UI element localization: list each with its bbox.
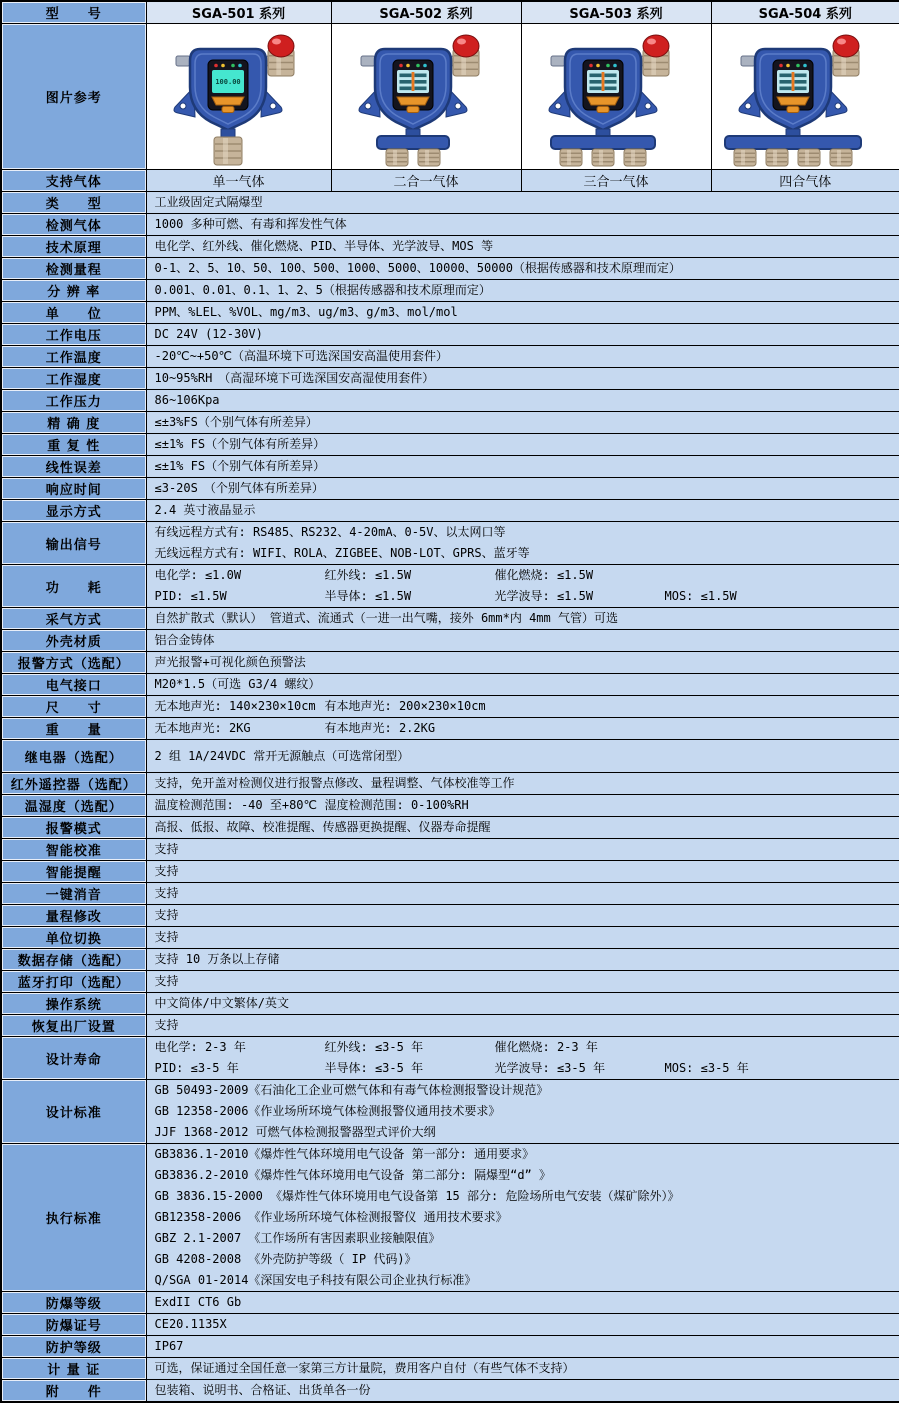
spec-value-segment: 电化学: 2-3 年 [154,1040,246,1054]
spec-label: 工作压力 [1,390,146,412]
spec-row [1,949,899,971]
spec-value-line: 支持 [154,886,179,900]
spec-value-line [155,1058,892,1079]
spec-label: 输出信号 [1,522,146,565]
spec-row [1,674,899,696]
gas-sensor [766,149,788,166]
header-row [1,1,899,24]
product-image-cell-SGA-501 [146,24,331,170]
spec-value-line: 2.4 英寸液晶显示 [154,503,256,517]
spec-label: 操作系统 [1,993,146,1015]
spec-value-line: 支持 [154,1018,179,1032]
spec-value-line: ExdII CT6 Gb [154,1295,242,1309]
spec-label: 重 复 性 [1,434,146,456]
spec-label: 采气方式 [1,608,146,630]
spec-row [1,1314,899,1336]
spec-value-segment: 半导体: ≤3-5 年 [324,1061,424,1075]
spec-label: 执行标准 [1,1144,146,1292]
spec-row [1,456,899,478]
spec-value [146,522,899,565]
spec-value-line: 声光报警+可视化颜色预警法 [154,655,306,669]
spec-row [1,1292,899,1314]
spec-value-line: 可选，保证通过全国任意一家第三方计量院，费用客户自付（有些气体不支持） [154,1361,575,1375]
spec-label: 红外遥控器（选配） [1,773,146,795]
spec-value-line [155,1037,892,1058]
spec-value-line: GBZ 2.1-2007 《工作场所有害因素职业接触限值》 [154,1231,441,1245]
device-image-SGA-502 [333,27,519,167]
spec-value-line: 工业级固定式隔爆型 [154,195,263,209]
spec-value [146,1336,899,1358]
alarm-beacon-icon [833,35,859,76]
spec-row [1,280,899,302]
spec-label: 响应时间 [1,478,146,500]
spec-value [146,346,899,368]
spec-label: 设计标准 [1,1080,146,1144]
spec-label: 量程修改 [1,905,146,927]
alarm-beacon-icon [643,35,669,76]
spec-label: 防爆等级 [1,1292,146,1314]
spec-value [146,718,899,740]
gas-sensor [798,149,820,166]
spec-label: 防护等级 [1,1336,146,1358]
spec-value [146,324,899,346]
spec-value-line: ≤±1% FS（个别气体有所差异） [154,437,326,451]
spec-value [146,236,899,258]
spec-value-line: ≤±1% FS（个别气体有所差异） [154,459,326,473]
spec-value [146,1292,899,1314]
spec-value-segment: 红外线: ≤3-5 年 [324,1040,424,1054]
spec-value [146,740,899,773]
svg-text:100.00: 100.00 [214,77,241,86]
spec-value [146,949,899,971]
image-row [1,24,899,170]
gas-sensor [592,149,614,166]
spec-value-line: IP67 [154,1339,184,1353]
spec-value-line [155,696,892,717]
spec-label: 温湿度（选配） [1,795,146,817]
spec-value-line: GB3836.2-2010《爆炸性气体环境用电气设备 第二部分: 隔爆型“d” 》 [154,1168,551,1182]
spec-row [1,1037,899,1080]
spec-row [1,434,899,456]
supported-gas-2: 二合一气体 [331,170,521,192]
spec-value-line: 无线远程方式有: WIFI、ROLA、ZIGBEE、NOB-LOT、GPRS、蓝牙等 [154,546,530,560]
spec-value [146,1144,899,1292]
spec-value-line: GB 12358-2006《作业场所环境气体检测报警仪通用技术要求》 [154,1104,501,1118]
spec-value-line [155,718,892,739]
spec-value-line: 支持，免开盖对检测仪进行报警点修改、量程调整、气体校准等工作 [154,776,515,790]
model-header-4: SGA-504 系列 [711,1,899,24]
spec-label: 单 位 [1,302,146,324]
spec-row [1,390,899,412]
sensor-manifold [725,136,861,149]
spec-row [1,795,899,817]
spec-row [1,346,899,368]
spec-row [1,817,899,839]
spec-value-line [155,795,892,816]
spec-row [1,608,899,630]
spec-value-line: 高报、低报、故障、校准提醒、传感器更换提醒、仪器寿命提醒 [154,820,491,834]
spec-value [146,456,899,478]
spec-label: 蓝牙打印（选配） [1,971,146,993]
spec-value [146,696,899,718]
spec-value [146,280,899,302]
spec-label: 一键消音 [1,883,146,905]
spec-value-line [155,565,892,586]
spec-row [1,478,899,500]
spec-label: 功 耗 [1,565,146,608]
model-header-3: SGA-503 系列 [521,1,711,24]
spec-value-segment: 光学波导: ≤1.5W [494,589,594,603]
spec-value-segment: 无本地声光: 2KG [154,721,251,735]
spec-value-line: 1000 多种可燃、有毒和挥发性气体 [154,217,347,231]
spec-value-line: 自然扩散式（默认） 管道式、流通式（一进一出气嘴，接外 6mm*内 4mm 气管）可选 [154,611,618,625]
spec-row [1,1080,899,1144]
spec-value [146,905,899,927]
supported-gas-3: 三合一气体 [521,170,711,192]
spec-row [1,630,899,652]
spec-row [1,1336,899,1358]
spec-row [1,905,899,927]
spec-value-line: ≤3-20S （个别气体有所差异） [154,481,324,495]
spec-value [146,1380,899,1403]
spec-row [1,236,899,258]
spec-value-segment: 有本地声光: 200×230×10cm [324,699,486,713]
gas-sensor [560,149,582,166]
spec-value [146,1080,899,1144]
sensor-manifold [551,136,655,149]
spec-row [1,500,899,522]
spec-value-segment: 有本地声光: 2.2KG [324,721,436,735]
spec-label: 设计寿命 [1,1037,146,1080]
spec-value [146,927,899,949]
spec-value [146,993,899,1015]
spec-label: 恢复出厂设置 [1,1015,146,1037]
spec-value-line: 包装箱、说明书、合格证、出货单各一份 [154,1383,371,1397]
spec-value-segment: 电化学: ≤1.0W [154,568,242,582]
device-image-SGA-504 [713,27,899,167]
spec-value [146,500,899,522]
spec-row [1,971,899,993]
spec-value-line: 支持 [154,974,179,988]
spec-value-line: 有线远程方式有: RS485、RS232、4-20mA、0-5V、以太网口等 [154,525,506,539]
spec-row [1,324,899,346]
gas-row [1,170,899,192]
product-image-cell-SGA-502 [331,24,521,170]
spec-value [146,608,899,630]
spec-value-line: DC 24V (12-30V) [154,327,263,341]
spec-value [146,192,899,214]
spec-value-segment: 光学波导: ≤3-5 年 [494,1061,606,1075]
spec-label: 附 件 [1,1380,146,1403]
spec-value [146,302,899,324]
spec-label: 检测量程 [1,258,146,280]
spec-value-line: 支持 [154,842,179,856]
spec-value [146,795,899,817]
spec-label: 防爆证号 [1,1314,146,1336]
mount-stub-icon [176,56,190,66]
gas-sensor [214,137,242,165]
gas-sensor [830,149,852,166]
spec-value-line: 铝合金铸体 [154,633,215,647]
gas-sensor [418,149,440,166]
spec-value-segment: 红外线: ≤1.5W [324,568,412,582]
spec-row [1,861,899,883]
sensor-manifold [377,136,449,149]
spec-row [1,773,899,795]
spec-value [146,478,899,500]
spec-row [1,839,899,861]
spec-label: 显示方式 [1,500,146,522]
spec-row [1,696,899,718]
spec-value-line: GB3836.1-2010《爆炸性气体环境用电气设备 第一部分: 通用要求》 [154,1147,535,1161]
spec-label: 线性误差 [1,456,146,478]
spec-value-line: 支持 [154,864,179,878]
gas-sensor [386,149,408,166]
spec-value-line [155,586,892,607]
spec-value-line: ≤±3%FS（个别气体有所差异） [154,415,318,429]
alarm-beacon-icon [268,35,294,76]
spec-row [1,302,899,324]
spec-value-segment: 湿度检测范围: 0-100%RH [324,798,469,812]
spec-value [146,390,899,412]
spec-label: 工作温度 [1,346,146,368]
spec-row [1,412,899,434]
spec-value [146,1015,899,1037]
spec-value-line: 10~95%RH （高湿环境下可选深国安高湿使用套件） [154,371,435,385]
spec-label: 精 确 度 [1,412,146,434]
gas-sensor [624,149,646,166]
spec-value [146,565,899,608]
spec-value-line: GB 3836.15-2000 《爆炸性气体环境用电气设备第 15 部分: 危险场所电气安装（煤矿除外）》 [154,1189,680,1203]
mount-stub-icon [361,56,375,66]
spec-label: 智能校准 [1,839,146,861]
spec-row [1,1144,899,1292]
supported-gas-4: 四合气体 [711,170,899,192]
spec-label: 电气接口 [1,674,146,696]
spec-value-segment: PID: ≤1.5W [154,589,227,603]
spec-label: 继电器（选配） [1,740,146,773]
spec-value-segment: 无本地声光: 140×230×10cm [154,699,316,713]
spec-row [1,883,899,905]
spec-value [146,434,899,456]
spec-label: 智能提醒 [1,861,146,883]
spec-value [146,883,899,905]
spec-row [1,214,899,236]
spec-value-segment: 催化燃烧: 2-3 年 [494,1040,598,1054]
spec-value [146,817,899,839]
alarm-beacon-icon [453,35,479,76]
spec-value-line: PPM、%LEL、%VOL、mg/m3、ug/m3、g/m3、mol/mol [154,305,458,319]
model-header-1: SGA-501 系列 [146,1,331,24]
spec-row [1,1380,899,1403]
spec-value [146,258,899,280]
spec-label: 检测气体 [1,214,146,236]
spec-value [146,1314,899,1336]
spec-value [146,971,899,993]
spec-value-line: JJF 1368-2012 可燃气体检测报警器型式评价大纲 [154,1125,436,1139]
spec-row [1,718,899,740]
spec-value [146,773,899,795]
spec-label: 尺 寸 [1,696,146,718]
spec-value-line: GB 50493-2009《石油化工企业可燃气体和有毒气体检测报警设计规范》 [154,1083,549,1097]
model-header-2: SGA-502 系列 [331,1,521,24]
spec-value [146,214,899,236]
spec-label: 工作湿度 [1,368,146,390]
spec-row [1,740,899,773]
spec-value-line: 0.001、0.01、0.1、1、2、5（根据传感器和技术原理而定） [154,283,491,297]
spec-row [1,368,899,390]
mount-stub-icon [551,56,565,66]
spec-row [1,927,899,949]
spec-label: 技术原理 [1,236,146,258]
spec-row [1,565,899,608]
gas-row-label: 支持气体 [1,170,146,192]
spec-value-line: 支持 [154,908,179,922]
spec-value-segment: 半导体: ≤1.5W [324,589,412,603]
spec-value-line: CE20.1135X [154,1317,227,1331]
spec-value-line: 支持 [154,930,179,944]
spec-row [1,192,899,214]
spec-row [1,993,899,1015]
spec-value-line: M20*1.5（可选 G3/4 螺纹） [154,677,321,691]
image-row-label: 图片参考 [1,24,146,170]
spec-value-line: 中文简体/中文繁体/英文 [154,996,289,1010]
spec-value [146,1037,899,1080]
spec-value [146,839,899,861]
spec-value-line: 2 组 1A/24VDC 常开无源触点（可选常闭型） [154,748,410,763]
mount-stub-icon [741,56,755,66]
spec-row [1,258,899,280]
spec-row [1,652,899,674]
spec-value-line: Q/SGA 01-2014《深国安电子科技有限公司企业执行标准》 [154,1273,477,1287]
spec-label: 报警模式 [1,817,146,839]
spec-label: 外壳材质 [1,630,146,652]
spec-value [146,652,899,674]
spec-value-line: GB12358-2006 《作业场所环境气体检测报警仪 通用技术要求》 [154,1210,508,1224]
spec-value-line: 电化学、红外线、催化燃烧、PID、半导体、光学波导、MOS 等 [154,239,494,253]
spec-value-segment: 催化燃烧: ≤1.5W [494,568,594,582]
spec-value-segment: MOS: ≤3-5 年 [664,1061,749,1075]
spec-label: 报警方式（选配） [1,652,146,674]
spec-value [146,861,899,883]
device-image-SGA-503 [523,27,709,167]
model-row-label: 型 号 [1,1,146,24]
spec-value-segment: PID: ≤3-5 年 [154,1061,239,1075]
gas-sensor [734,149,756,166]
spec-value-line: 0-1、2、5、10、50、100、500、1000、5000、10000、50000（根据传感器和技术原理而定） [154,261,681,275]
spec-value-line: GB 4208-2008 《外壳防护等级（ IP 代码)》 [154,1252,417,1266]
spec-value-segment: 温度检测范围: -40 至+80℃ [154,798,317,812]
spec-label: 类 型 [1,192,146,214]
spec-value-line: 86~106Kpa [154,393,220,407]
supported-gas-1: 单一气体 [146,170,331,192]
device-image-SGA-501 [148,27,332,167]
spec-value-line: 支持 10 万条以上存储 [154,952,280,966]
spec-value [146,368,899,390]
product-image-cell-SGA-504 [711,24,899,170]
product-image-cell-SGA-503 [521,24,711,170]
spec-value-line: -20℃~+50℃（高温环境下可选深国安高温使用套件） [154,349,449,363]
spec-label: 计 量 证 [1,1358,146,1380]
spec-value [146,630,899,652]
spec-label: 分 辨 率 [1,280,146,302]
spec-label: 重 量 [1,718,146,740]
spec-row [1,1015,899,1037]
spec-value [146,674,899,696]
spec-label: 数据存储（选配） [1,949,146,971]
spec-value-segment: MOS: ≤1.5W [664,589,737,603]
spec-label: 单位切换 [1,927,146,949]
spec-row [1,522,899,565]
spec-value [146,412,899,434]
spec-label: 工作电压 [1,324,146,346]
